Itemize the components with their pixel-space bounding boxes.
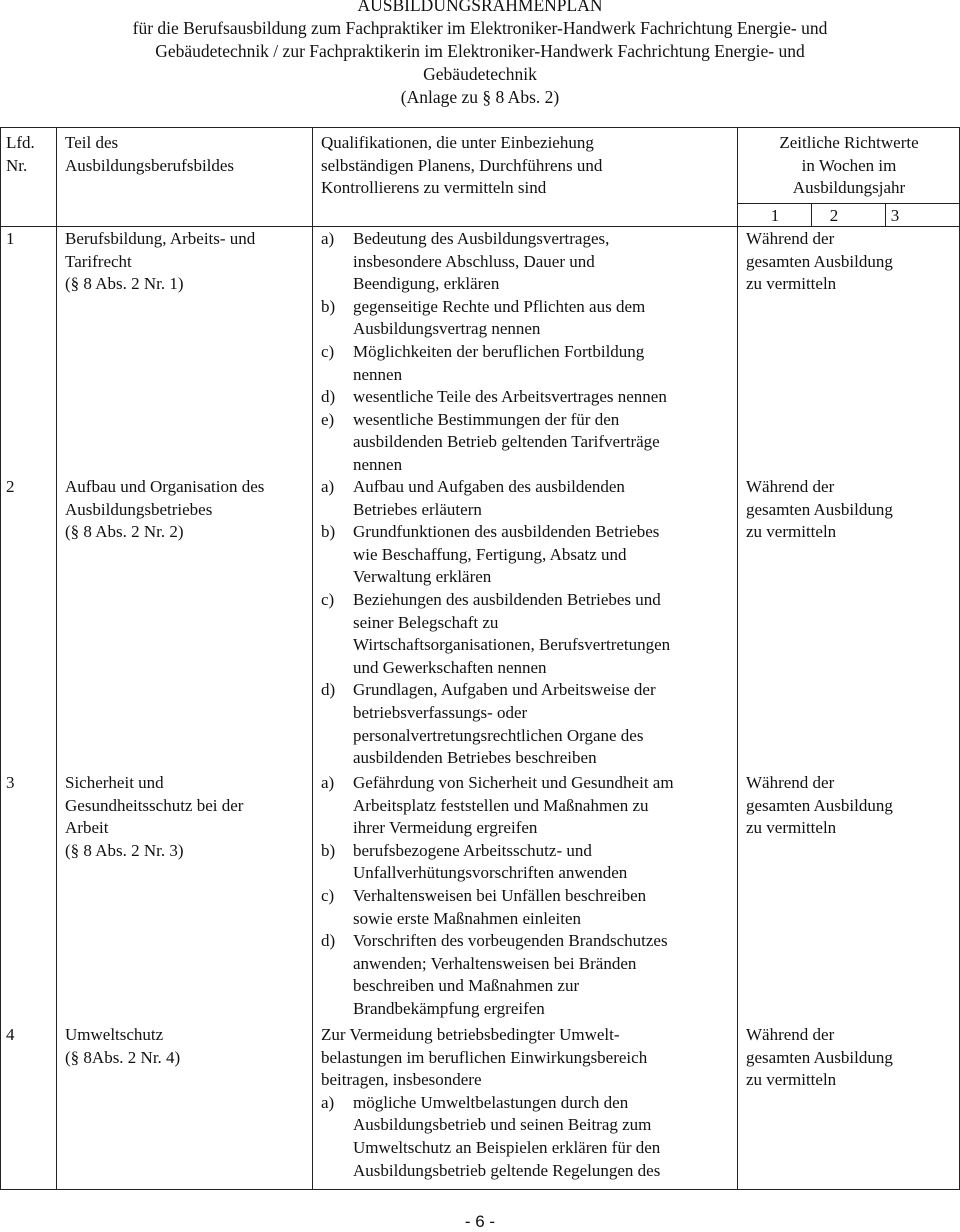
qual-item-line: Aufbau und Aufgaben des ausbildenden — [353, 477, 625, 496]
qual-item-line: seiner Belegschaft zu — [353, 612, 499, 632]
header-text: Teil des — [65, 133, 119, 152]
document-subtitle-line: für die Berufsausbildung zum Fachpraktiker im Elektroniker-Handwerk Fachrichtung Energie- und — [132, 18, 828, 38]
qual-item-line: Brandbekämpfung ergreifen — [353, 998, 545, 1018]
qual-item-line: wesentliche Bestimmungen der für den — [353, 409, 620, 429]
qual-item-line: wesentliche Teile des Arbeitsvertrages nennen — [353, 387, 667, 407]
qual-item-label: b) — [321, 296, 336, 316]
qual-item-line: Betriebes erläutern — [353, 499, 482, 519]
qual-item-line: beschreiben und Maßnahmen zur — [353, 976, 580, 996]
qual-item — [321, 476, 731, 521]
year-header-3: 3 — [890, 206, 900, 225]
qual-item-line: Gefährdung von Sicherheit und Gesundheit am — [353, 773, 674, 792]
row-teil — [65, 228, 255, 296]
qual-item — [321, 341, 731, 386]
time-line: zu vermitteln — [746, 274, 837, 294]
qual-item-line: und Gewerkschaften nennen — [353, 657, 547, 677]
qual-item-line: Ausbildungsvertrag nennen — [353, 319, 541, 339]
row-number: 2 — [6, 477, 15, 496]
document-subtitle-line: Gebäudetechnik / zur Fachpraktikerin im Elektroniker-Handwerk Fachrichtung Energie- und — [155, 41, 805, 61]
header-text: Qualifikationen, die unter Einbeziehung — [321, 133, 594, 152]
row-zeitliche-richtwerte — [746, 772, 893, 840]
header-text: in Wochen im — [801, 155, 897, 175]
qual-item-line: ausbildenden Betrieb geltenden Tarifverträge — [353, 432, 660, 452]
qual-item-label: b) — [321, 840, 336, 860]
header-qualifikationen — [321, 132, 731, 200]
header-text: Zeitliche Richtwerte — [779, 133, 919, 152]
qual-item-line: Grundlagen, Aufgaben und Arbeitsweise der — [353, 680, 656, 700]
time-line: Während der — [746, 1025, 835, 1044]
qual-item-line: Grundfunktionen des ausbildenden Betriebes — [353, 522, 660, 542]
year-header-divider — [737, 203, 960, 204]
qual-item-label: a) — [321, 1092, 335, 1112]
header-teil — [65, 132, 234, 177]
qual-item-line: berufsbezogene Arbeitsschutz- und — [353, 840, 592, 860]
qual-item — [321, 521, 731, 589]
qual-item-line: Umweltschutz an Beispielen erklären für den — [353, 1137, 661, 1157]
header-text: Kontrollierens zu vermitteln sind — [321, 178, 547, 198]
row-number: 1 — [6, 229, 15, 248]
time-line: gesamten Ausbildung — [746, 499, 893, 519]
year-divider — [811, 203, 812, 227]
column-divider — [737, 127, 738, 1190]
qual-item-line: Unfallverhütungsvorschriften anwenden — [353, 863, 628, 883]
row-teil — [65, 476, 264, 544]
teil-line: (§ 8 Abs. 2 Nr. 3) — [65, 840, 184, 860]
qual-item-line: Arbeitsplatz feststellen und Maßnahmen zu — [353, 795, 649, 815]
qual-item-line: Beendigung, erklären — [353, 274, 500, 294]
qual-item — [321, 589, 731, 679]
row-qualifikationen — [321, 228, 731, 477]
qual-item-line: Beziehungen des ausbildenden Betriebes und — [353, 589, 661, 609]
qual-item-line: wie Beschaffung, Fertigung, Absatz und — [353, 544, 627, 564]
row-number: 4 — [6, 1025, 15, 1044]
qual-item-label: a) — [321, 773, 335, 792]
qual-item-line: Verwaltung erklären — [353, 567, 492, 587]
row-teil — [65, 1024, 180, 1069]
year-header-2: 2 — [829, 206, 839, 225]
qual-item-line: mögliche Umweltbelastungen durch den — [353, 1092, 629, 1112]
row-qualifikationen — [321, 476, 731, 770]
qual-intro-line: beitragen, insbesondere — [321, 1070, 482, 1090]
qual-item-line: anwenden; Verhaltensweisen bei Bränden — [353, 953, 637, 973]
row-teil — [65, 772, 243, 862]
teil-line: Tarifrecht — [65, 251, 132, 271]
qual-item — [321, 386, 731, 409]
qual-item-line: betriebsverfassungs- oder — [353, 702, 528, 722]
header-text: Ausbildungsjahr — [792, 178, 906, 198]
header-row-divider — [0, 226, 960, 227]
column-divider — [56, 127, 57, 1190]
page-number: - 6 - — [464, 1212, 496, 1231]
teil-line: (§ 8 Abs. 2 Nr. 1) — [65, 274, 184, 294]
qual-item-label: b) — [321, 522, 336, 542]
header-text: Lfd. — [6, 133, 35, 152]
qual-item — [321, 228, 731, 296]
qual-item-line: insbesondere Abschluss, Dauer und — [353, 251, 595, 271]
document-subtitle-line: Gebäudetechnik — [423, 64, 537, 84]
header-lfd-nr — [6, 132, 35, 177]
qual-item-line: Möglichkeiten der beruflichen Fortbildung — [353, 341, 645, 361]
document-title: AUSBILDUNGSRAHMENPLAN — [357, 0, 603, 15]
qual-item — [321, 772, 731, 840]
row-number: 3 — [6, 773, 15, 792]
table-border-top — [0, 127, 960, 128]
time-line: Während der — [746, 477, 835, 496]
qual-item — [321, 930, 731, 1020]
qual-item-label: c) — [321, 341, 335, 361]
qual-item — [321, 885, 731, 930]
qual-item-label: e) — [321, 409, 335, 429]
qual-item-line: Vorschriften des vorbeugenden Brandschutzes — [353, 931, 668, 951]
qual-item — [321, 1092, 731, 1182]
teil-line: (§ 8 Abs. 2 Nr. 2) — [65, 522, 184, 542]
qual-item-line: nennen — [353, 364, 403, 384]
table-border-left — [0, 127, 1, 1190]
teil-line: Ausbildungsbetriebes — [65, 499, 213, 519]
column-divider — [312, 127, 313, 1190]
header-zeitliche-richtwerte — [738, 132, 960, 200]
row-zeitliche-richtwerte — [746, 1024, 893, 1092]
qual-item-line: personalvertretungsrechtlichen Organe des — [353, 725, 644, 745]
qual-intro-line: belastungen im beruflichen Einwirkungsbereich — [321, 1047, 648, 1067]
time-line: gesamten Ausbildung — [746, 251, 893, 271]
teil-line: Arbeit — [65, 818, 109, 838]
teil-line: Aufbau und Organisation des — [65, 477, 265, 496]
table-border-bottom — [0, 1189, 960, 1190]
qual-item-label: d) — [321, 931, 336, 951]
qual-item — [321, 679, 731, 769]
header-text: Ausbildungsberufsbildes — [65, 155, 235, 175]
teil-line: (§ 8Abs. 2 Nr. 4) — [65, 1047, 181, 1067]
row-qualifikationen — [321, 1024, 731, 1182]
header-text: Nr. — [6, 155, 28, 175]
qual-item-line: Ausbildungsbetrieb geltende Regelungen des — [353, 1160, 661, 1180]
qual-intro-line: Zur Vermeidung betriebsbedingter Umwelt- — [321, 1025, 620, 1044]
qual-item-label: c) — [321, 885, 335, 905]
year-header-1: 1 — [770, 206, 780, 225]
qual-item-label: a) — [321, 477, 335, 496]
document-header — [0, 0, 960, 109]
qual-item-label: c) — [321, 589, 335, 609]
time-line: zu vermitteln — [746, 818, 837, 838]
qual-item-line: sowie erste Maßnahmen einleiten — [353, 908, 582, 928]
time-line: Während der — [746, 773, 835, 792]
header-text: selbständigen Planens, Durchführens und — [321, 155, 603, 175]
qual-item — [321, 840, 731, 885]
teil-line: Gesundheitsschutz bei der — [65, 795, 244, 815]
time-line: gesamten Ausbildung — [746, 795, 893, 815]
time-line: zu vermitteln — [746, 522, 837, 542]
time-line: gesamten Ausbildung — [746, 1047, 893, 1067]
qual-item-label: d) — [321, 387, 336, 407]
qual-item-line: ausbildenden Betriebes beschreiben — [353, 748, 597, 768]
qual-item — [321, 296, 731, 341]
qual-item-line: Wirtschaftsorganisationen, Berufsvertretungen — [353, 635, 671, 655]
qual-item-label: d) — [321, 680, 336, 700]
document-subtitle-line: (Anlage zu § 8 Abs. 2) — [400, 87, 560, 107]
qual-item-line: gegenseitige Rechte und Pflichten aus dem — [353, 296, 646, 316]
qual-item-label: a) — [321, 229, 335, 248]
time-line: zu vermitteln — [746, 1070, 837, 1090]
qual-item — [321, 409, 731, 477]
qual-item-line: Bedeutung des Ausbildungsvertrages, — [353, 229, 610, 248]
qual-item-line: Ausbildungsbetrieb und seinen Beitrag zum — [353, 1115, 652, 1135]
row-qualifikationen — [321, 772, 731, 1021]
teil-line: Sicherheit und — [65, 773, 164, 792]
qual-item-line: Verhaltensweisen bei Unfällen beschreiben — [353, 885, 647, 905]
time-line: Während der — [746, 229, 835, 248]
row-zeitliche-richtwerte — [746, 228, 893, 296]
qual-item-line: ihrer Vermeidung ergreifen — [353, 818, 538, 838]
qual-item-line: nennen — [353, 454, 403, 474]
teil-line: Berufsbildung, Arbeits- und — [65, 229, 256, 248]
row-zeitliche-richtwerte — [746, 476, 893, 544]
teil-line: Umweltschutz — [65, 1025, 164, 1044]
